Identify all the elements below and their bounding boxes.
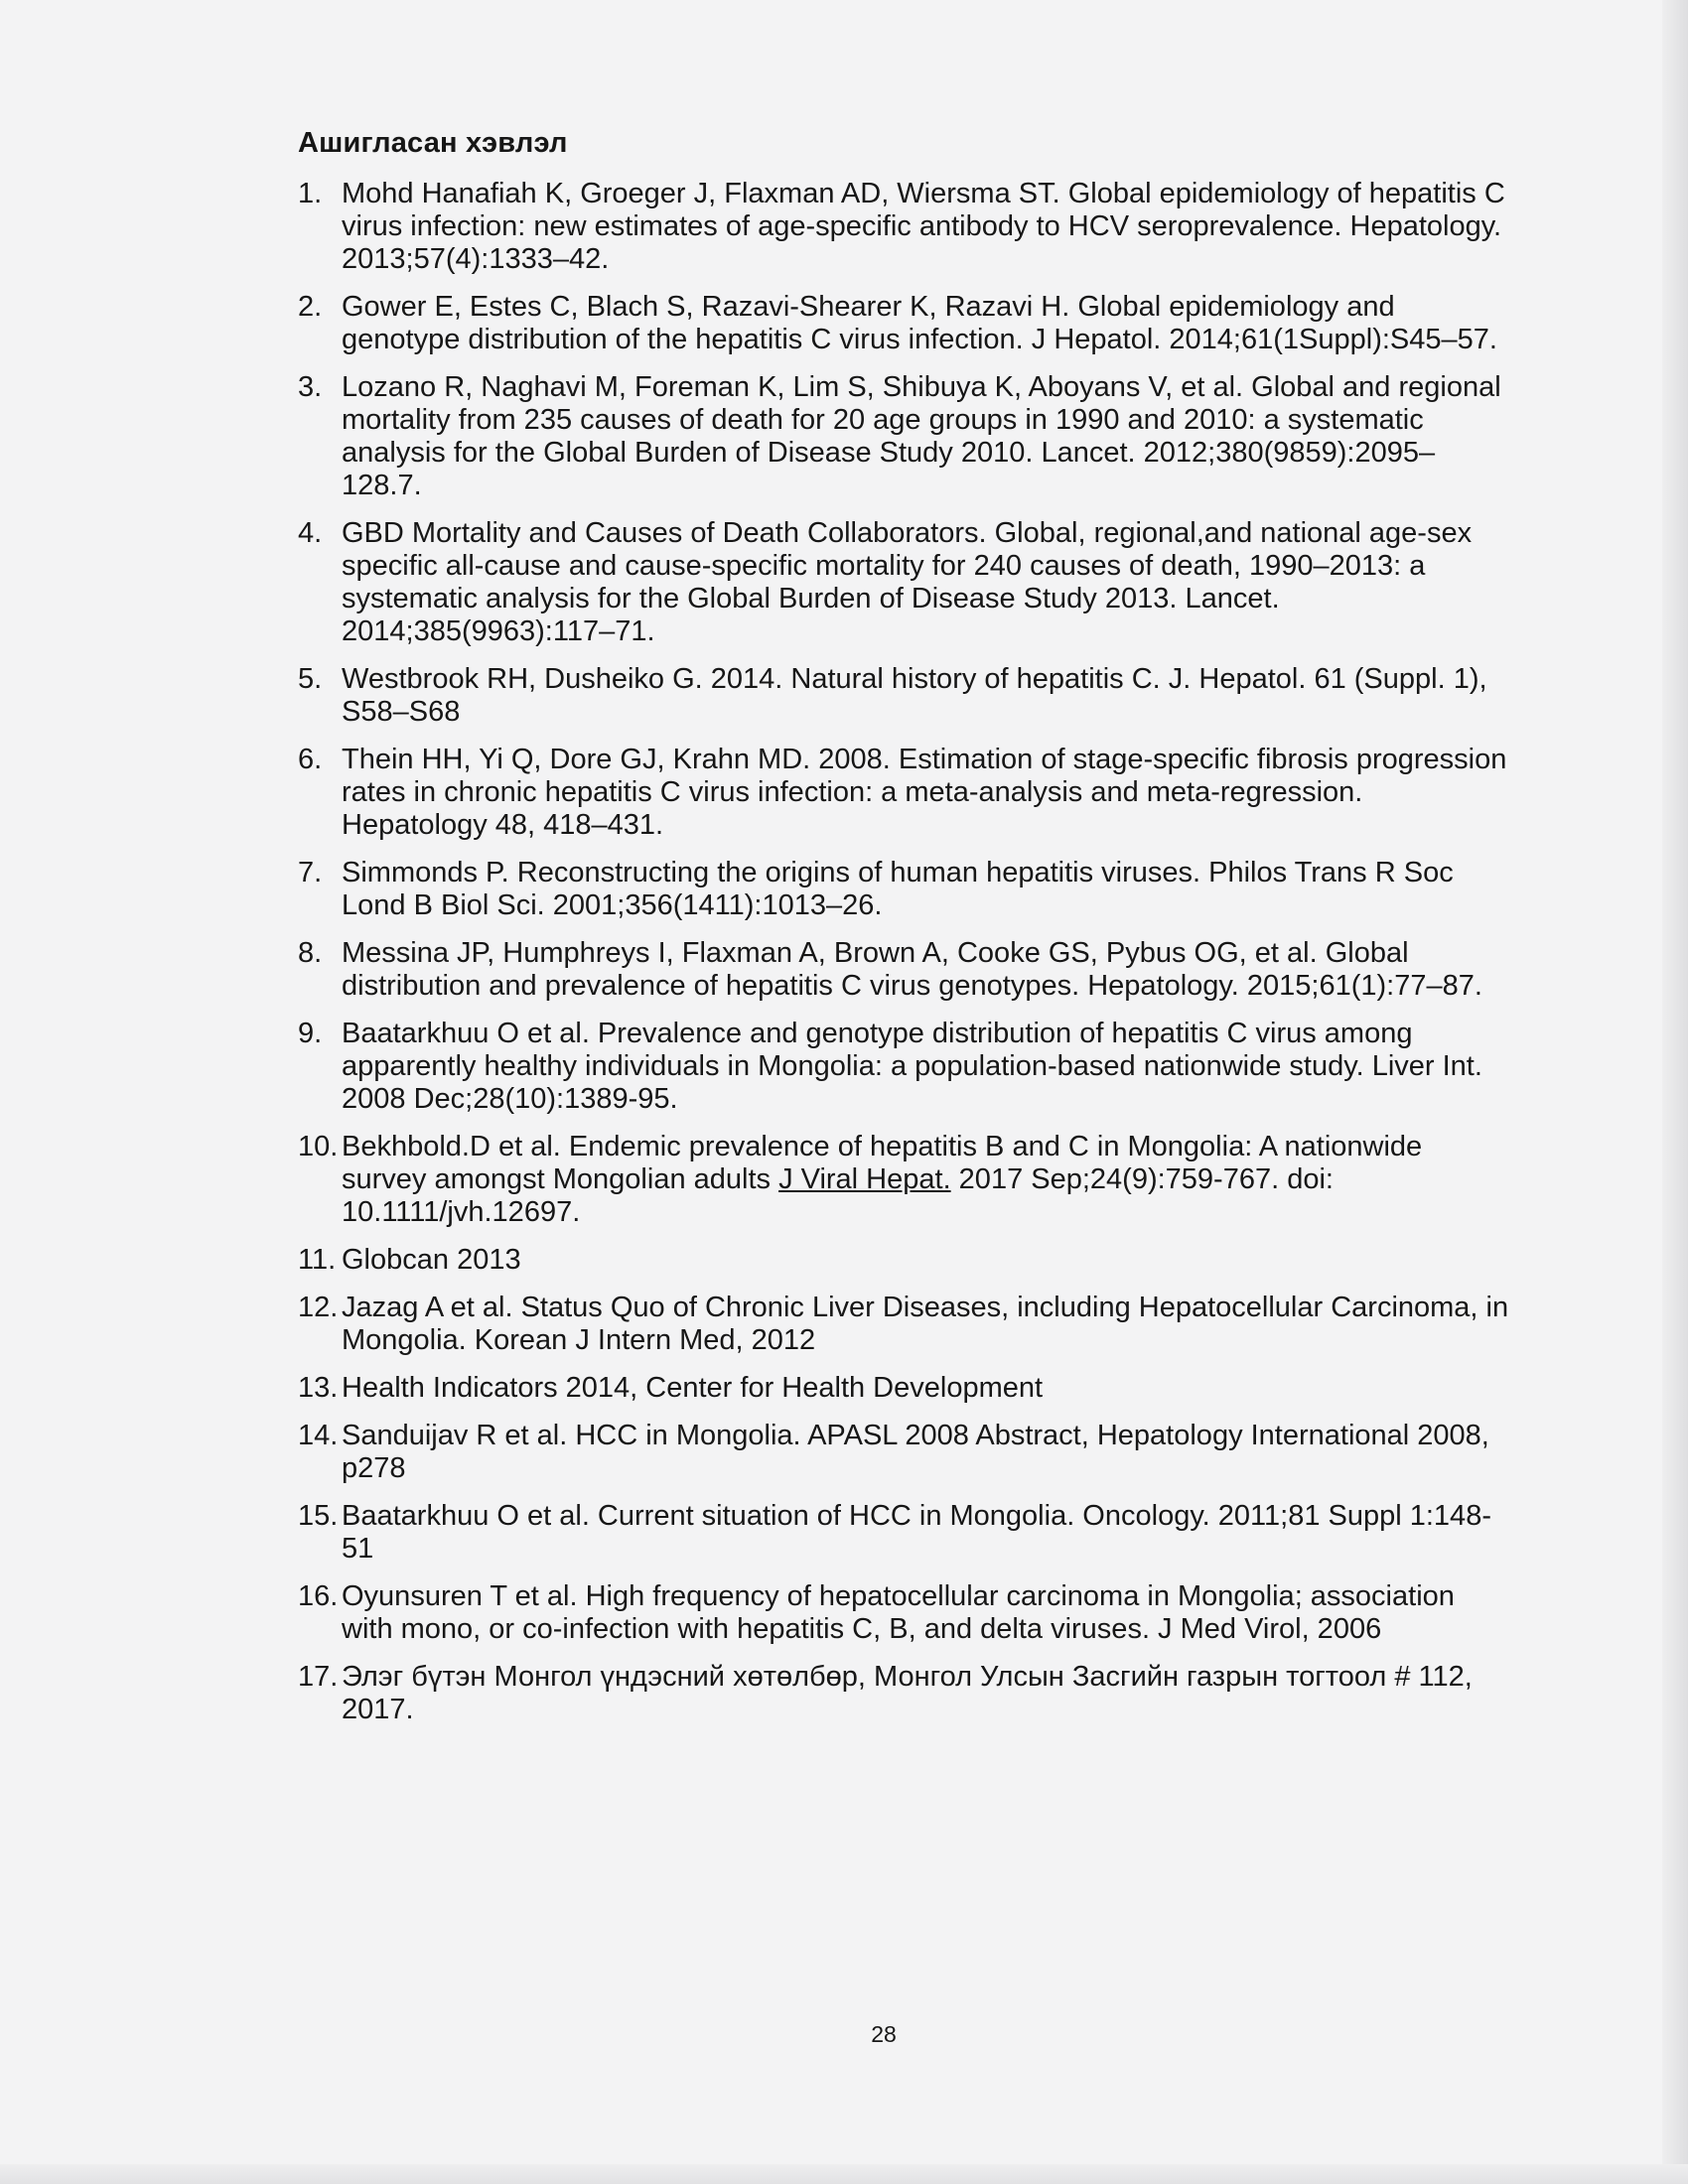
reference-text: Messina JP, Humphreys I, Flaxman A, Brown A, Cooke GS, Pybus OG, et al. Global distribution and prevalence of hepatitis C virus genotypes. Hepatology. 2015;61(1):77–87. [342,937,1482,1002]
reference-number: 10. [298,1131,339,1162]
reference-item-9 [298,1018,1509,1116]
reference-text: Lozano R, Naghavi M, Foreman K, Lim S, Shibuya K, Aboyans V, et al. Global and regional mortality from 235 causes of death for 20 age groups in 1990 and 2010: a systematic analysis for the Global Burden of Disease Study 2010. Lancet. 2012;380(9859):2095–128.7. [342,371,1501,501]
reference-text: Элэг бүтэн Монгол үндэсний хөтөлбөр, Монгол Улсын Засгийн газрын тогтоол # 112, 2017. [342,1661,1473,1725]
reference-number: 1. [298,178,323,209]
reference-text [342,1131,1509,1229]
reference-item-8 [298,937,1509,1003]
reference-text: Health Indicators 2014, Center for Health Development [342,1372,1044,1404]
reference-item-17 [298,1661,1509,1726]
reference-number: 15. [298,1500,339,1532]
reference-text: Simmonds P. Reconstructing the origins of human hepatitis viruses. Philos Trans R Soc Lond B Biol Sci. 2001;356(1411):1013–26. [342,857,1454,921]
reference-number: 2. [298,291,323,323]
reference-item-2 [298,291,1509,356]
reference-item-1 [298,178,1509,276]
references-section [298,127,1509,1741]
reference-number: 3. [298,371,323,403]
reference-text: Sanduijav R et al. HCC in Mongolia. APASL 2008 Abstract, Hepatology International 2008, p278 [342,1420,1489,1484]
reference-item-3 [298,371,1509,502]
reference-item-13 [298,1372,1509,1405]
reference-number: 5. [298,663,323,695]
page-number: 28 [871,2021,897,2047]
reference-number: 14. [298,1420,339,1451]
reference-number: 4. [298,517,323,549]
reference-item-14 [298,1420,1509,1485]
reference-item-11 [298,1244,1509,1277]
reference-item-12 [298,1292,1509,1357]
reference-text: Globcan 2013 [342,1244,521,1276]
reference-number: 16. [298,1580,339,1612]
reference-text: Thein HH, Yi Q, Dore GJ, Krahn MD. 2008. Estimation of stage-specific fibrosis progression rates in chronic hepatitis C virus infection: a meta-analysis and meta-regression. Hepatology 48, 418–431. [342,744,1507,841]
reference-text: Jazag A et al. Status Quo of Chronic Liver Diseases, including Hepatocellular Carcinoma, in Mongolia. Korean J Intern Med, 2012 [342,1292,1509,1356]
reference-list [298,178,1509,1726]
reference-text: GBD Mortality and Causes of Death Collaborators. Global, regional,and national age-sex specific all-cause and cause-specific mortality for 240 causes of death, 1990–2013: a systematic analysis for the Global Burden of Disease Study 2013. Lancet. 2014;385(9963):117–71. [342,517,1473,647]
reference-text: Oyunsuren T et al. High frequency of hepatocellular carcinoma in Mongolia; association with mono, or co-infection with hepatitis C, B, and delta viruses. J Med Virol, 2006 [342,1580,1455,1645]
journal-link[interactable]: J Viral Hepat. [778,1163,951,1195]
reference-item-16 [298,1580,1509,1646]
reference-text-after-link: 2017 Sep;24(9):759-767. doi: 10.1111/jvh.12697. [342,1163,1334,1228]
reference-item-10 [298,1131,1509,1229]
reference-text-before-link: Bekhbold.D et al. Endemic prevalence of hepatitis B and C in Mongolia: A nationwide survey amongst Mongolian adults [342,1131,1423,1195]
reference-number: 7. [298,857,323,888]
reference-number: 8. [298,937,323,969]
scan-edge-shadow [1662,0,1688,2184]
reference-text: Baatarkhuu O et al. Prevalence and genotype distribution of hepatitis C virus among apparently healthy individuals in Mongolia: a population-based nationwide study. Liver Int. 2008 Dec;28(10):1389-95. [342,1018,1482,1115]
reference-text: Westbrook RH, Dusheiko G. 2014. Natural history of hepatitis C. J. Hepatol. 61 (Suppl. 1), S58–S68 [342,663,1487,728]
reference-number: 9. [298,1018,323,1049]
reference-item-5 [298,663,1509,729]
reference-text: Gower E, Estes C, Blach S, Razavi-Shearer K, Razavi H. Global epidemiology and genotype distribution of the hepatitis C virus infection. J Hepatol. 2014;61(1Suppl):S45–57. [342,291,1497,355]
references-heading: Ашигласан хэвлэл [298,127,568,159]
scan-bottom-shadow [0,2164,1688,2184]
reference-number: 6. [298,744,323,775]
reference-item-4 [298,517,1509,648]
reference-number: 11. [298,1244,337,1276]
reference-number: 12. [298,1292,339,1323]
reference-number: 17. [298,1661,339,1693]
reference-item-7 [298,857,1509,922]
reference-item-15 [298,1500,1509,1566]
reference-text: Mohd Hanafiah K, Groeger J, Flaxman AD, Wiersma ST. Global epidemiology of hepatitis C virus infection: new estimates of age-specific antibody to HCV seroprevalence. Hepatology. 2013;57(4):1333–42. [342,178,1505,275]
reference-item-6 [298,744,1509,842]
reference-text: Baatarkhuu O et al. Current situation of HCC in Mongolia. Oncology. 2011;81 Suppl 1:148-51 [342,1500,1491,1565]
reference-number: 13. [298,1372,339,1404]
